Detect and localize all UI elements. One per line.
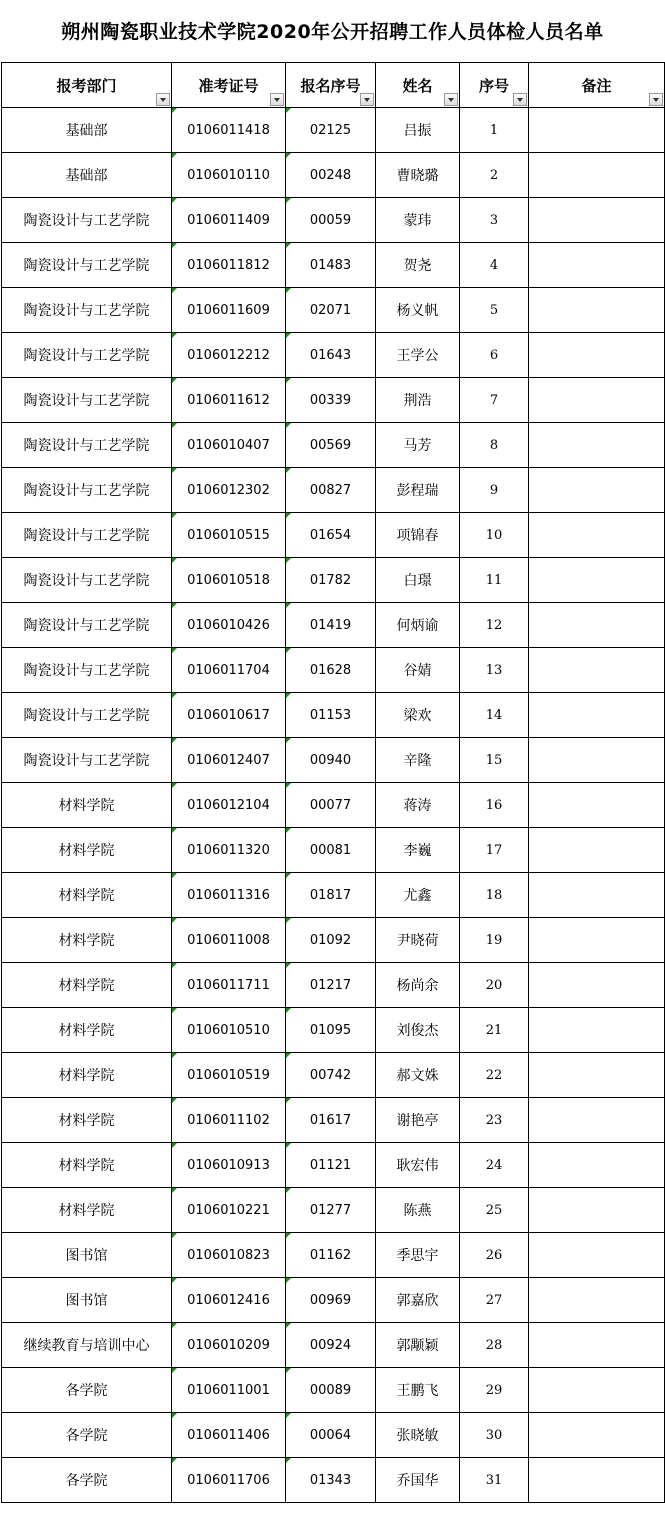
cell-department[interactable]: 陶瓷设计与工艺学院	[2, 468, 172, 513]
cell-registration-number[interactable]: 00940	[286, 738, 376, 783]
cell-exam-number[interactable]: 0106011320	[172, 828, 286, 873]
candidate-table	[1, 62, 665, 1503]
cell-registration-number[interactable]: 00969	[286, 1278, 376, 1323]
cell-remarks[interactable]	[529, 1008, 665, 1053]
filter-dropdown-icon[interactable]	[444, 93, 458, 106]
cell-exam-number[interactable]: 0106010617	[172, 693, 286, 738]
cell-registration-number[interactable]: 00059	[286, 198, 376, 243]
table-row	[2, 558, 665, 603]
filter-dropdown-icon[interactable]	[360, 93, 374, 106]
column-header-exam-number	[172, 63, 286, 108]
cell-registration-number[interactable]: 01654	[286, 513, 376, 558]
cell-department[interactable]: 材料学院	[2, 1098, 172, 1143]
cell-registration-number[interactable]: 01095	[286, 1008, 376, 1053]
table-row	[2, 828, 665, 873]
cell-department[interactable]: 各学院	[2, 1368, 172, 1413]
cell-sequence[interactable]: 17	[460, 828, 529, 873]
column-header-label: 准考证号	[198, 76, 259, 95]
cell-registration-number[interactable]: 01343	[286, 1458, 376, 1503]
cell-name[interactable]: 李巍	[376, 828, 460, 873]
cell-name[interactable]: 郝文姝	[376, 1053, 460, 1098]
cell-name[interactable]: 梁欢	[376, 693, 460, 738]
cell-registration-number[interactable]: 01483	[286, 243, 376, 288]
cell-sequence[interactable]: 14	[460, 693, 529, 738]
cell-exam-number[interactable]: 0106010515	[172, 513, 286, 558]
table-row	[2, 423, 665, 468]
cell-name[interactable]: 郭嘉欣	[376, 1278, 460, 1323]
filter-dropdown-icon[interactable]	[270, 93, 284, 106]
table-row	[2, 1008, 665, 1053]
cell-sequence[interactable]: 29	[460, 1368, 529, 1413]
cell-name[interactable]: 何炳谕	[376, 603, 460, 648]
table-row	[2, 963, 665, 1008]
cell-department[interactable]: 材料学院	[2, 918, 172, 963]
cell-name[interactable]: 曹晓璐	[376, 153, 460, 198]
cell-registration-number[interactable]: 01817	[286, 873, 376, 918]
cell-department[interactable]: 材料学院	[2, 873, 172, 918]
column-header-department	[2, 63, 172, 108]
cell-registration-number[interactable]: 00064	[286, 1413, 376, 1458]
cell-sequence[interactable]: 30	[460, 1413, 529, 1458]
cell-department[interactable]: 陶瓷设计与工艺学院	[2, 558, 172, 603]
cell-sequence[interactable]: 31	[460, 1458, 529, 1503]
table-row	[2, 1368, 665, 1413]
cell-remarks[interactable]	[529, 198, 665, 243]
cell-remarks[interactable]	[529, 108, 665, 153]
cell-exam-number[interactable]: 0106011612	[172, 378, 286, 423]
cell-sequence[interactable]: 24	[460, 1143, 529, 1188]
cell-sequence[interactable]: 13	[460, 648, 529, 693]
column-header-label: 备注	[581, 76, 612, 95]
table-row	[2, 1323, 665, 1368]
cell-sequence[interactable]: 8	[460, 423, 529, 468]
cell-sequence[interactable]: 20	[460, 963, 529, 1008]
cell-remarks[interactable]	[529, 558, 665, 603]
cell-sequence[interactable]: 9	[460, 468, 529, 513]
cell-department[interactable]: 材料学院	[2, 783, 172, 828]
filter-dropdown-icon[interactable]	[156, 93, 170, 106]
cell-name[interactable]: 马芳	[376, 423, 460, 468]
cell-sequence[interactable]: 21	[460, 1008, 529, 1053]
cell-remarks[interactable]	[529, 288, 665, 333]
cell-department[interactable]: 陶瓷设计与工艺学院	[2, 288, 172, 333]
cell-exam-number[interactable]: 0106011706	[172, 1458, 286, 1503]
cell-department[interactable]: 陶瓷设计与工艺学院	[2, 603, 172, 648]
cell-name[interactable]: 耿宏伟	[376, 1143, 460, 1188]
cell-remarks[interactable]	[529, 1098, 665, 1143]
cell-sequence[interactable]: 27	[460, 1278, 529, 1323]
table-row	[2, 1098, 665, 1143]
table-row	[2, 1053, 665, 1098]
cell-exam-number[interactable]: 0106010519	[172, 1053, 286, 1098]
cell-exam-number[interactable]: 0106011008	[172, 918, 286, 963]
column-header-sequence	[460, 63, 529, 108]
cell-department[interactable]: 基础部	[2, 108, 172, 153]
column-header-registration-number	[286, 63, 376, 108]
cell-remarks[interactable]	[529, 1368, 665, 1413]
cell-exam-number[interactable]: 0106010110	[172, 153, 286, 198]
cell-department[interactable]: 陶瓷设计与工艺学院	[2, 243, 172, 288]
cell-sequence[interactable]: 25	[460, 1188, 529, 1233]
cell-exam-number[interactable]: 0106012302	[172, 468, 286, 513]
cell-remarks[interactable]	[529, 1143, 665, 1188]
cell-registration-number[interactable]: 00077	[286, 783, 376, 828]
cell-registration-number[interactable]: 01782	[286, 558, 376, 603]
cell-registration-number[interactable]: 02071	[286, 288, 376, 333]
column-header-label: 姓名	[402, 76, 433, 95]
cell-registration-number[interactable]: 01628	[286, 648, 376, 693]
cell-name[interactable]: 杨义帆	[376, 288, 460, 333]
cell-exam-number[interactable]: 0106010221	[172, 1188, 286, 1233]
cell-registration-number[interactable]: 00339	[286, 378, 376, 423]
cell-remarks[interactable]	[529, 648, 665, 693]
cell-sequence[interactable]: 19	[460, 918, 529, 963]
cell-sequence[interactable]: 6	[460, 333, 529, 378]
table-row	[2, 1233, 665, 1278]
cell-remarks[interactable]	[529, 153, 665, 198]
cell-registration-number[interactable]: 01162	[286, 1233, 376, 1278]
table-row	[2, 1188, 665, 1233]
cell-registration-number[interactable]: 02125	[286, 108, 376, 153]
document-title: 朔州陶瓷职业技术学院2020年公开招聘工作人员体检人员名单	[61, 21, 604, 43]
cell-name[interactable]: 吕振	[376, 108, 460, 153]
cell-remarks[interactable]	[529, 963, 665, 1008]
cell-department[interactable]: 陶瓷设计与工艺学院	[2, 693, 172, 738]
cell-sequence[interactable]: 26	[460, 1233, 529, 1278]
cell-sequence[interactable]: 22	[460, 1053, 529, 1098]
cell-remarks[interactable]	[529, 603, 665, 648]
cell-department[interactable]: 各学院	[2, 1413, 172, 1458]
cell-registration-number[interactable]: 01277	[286, 1188, 376, 1233]
cell-name[interactable]: 辛隆	[376, 738, 460, 783]
cell-sequence[interactable]: 11	[460, 558, 529, 603]
header-row	[2, 63, 665, 108]
cell-exam-number[interactable]: 0106010407	[172, 423, 286, 468]
cell-remarks[interactable]	[529, 1278, 665, 1323]
table-row	[2, 1458, 665, 1503]
cell-exam-number[interactable]: 0106010426	[172, 603, 286, 648]
table-row	[2, 468, 665, 513]
table-row	[2, 738, 665, 783]
cell-name[interactable]: 贺尧	[376, 243, 460, 288]
cell-remarks[interactable]	[529, 1323, 665, 1368]
cell-exam-number[interactable]: 0106011711	[172, 963, 286, 1008]
cell-exam-number[interactable]: 0106011704	[172, 648, 286, 693]
cell-exam-number[interactable]: 0106010209	[172, 1323, 286, 1368]
table-row	[2, 513, 665, 558]
table-row	[2, 873, 665, 918]
cell-exam-number[interactable]: 0106012104	[172, 783, 286, 828]
cell-remarks[interactable]	[529, 1233, 665, 1278]
cell-sequence[interactable]: 15	[460, 738, 529, 783]
filter-dropdown-icon[interactable]	[649, 93, 663, 106]
cell-sequence[interactable]: 5	[460, 288, 529, 333]
cell-name[interactable]: 谢艳亭	[376, 1098, 460, 1143]
cell-remarks[interactable]	[529, 1053, 665, 1098]
cell-department[interactable]: 陶瓷设计与工艺学院	[2, 423, 172, 468]
cell-name[interactable]: 蒙玮	[376, 198, 460, 243]
cell-department[interactable]: 陶瓷设计与工艺学院	[2, 378, 172, 423]
cell-sequence[interactable]: 28	[460, 1323, 529, 1368]
cell-exam-number[interactable]: 0106010823	[172, 1233, 286, 1278]
table-row	[2, 603, 665, 648]
cell-name[interactable]: 彭程瑞	[376, 468, 460, 513]
cell-name[interactable]: 乔国华	[376, 1458, 460, 1503]
cell-department[interactable]: 材料学院	[2, 1053, 172, 1098]
column-header-label: 报名序号	[300, 76, 361, 95]
cell-name[interactable]: 蒋涛	[376, 783, 460, 828]
cell-department[interactable]: 陶瓷设计与工艺学院	[2, 513, 172, 558]
cell-name[interactable]: 白璟	[376, 558, 460, 603]
cell-remarks[interactable]	[529, 738, 665, 783]
cell-registration-number[interactable]: 01419	[286, 603, 376, 648]
column-header-name	[376, 63, 460, 108]
cell-exam-number[interactable]: 0106012407	[172, 738, 286, 783]
cell-department[interactable]: 图书馆	[2, 1233, 172, 1278]
cell-exam-number[interactable]: 0106010518	[172, 558, 286, 603]
column-header-label: 序号	[478, 76, 509, 95]
cell-sequence[interactable]: 12	[460, 603, 529, 648]
cell-name[interactable]: 荆浩	[376, 378, 460, 423]
cell-sequence[interactable]: 1	[460, 108, 529, 153]
cell-remarks[interactable]	[529, 423, 665, 468]
cell-name[interactable]: 郭颙颖	[376, 1323, 460, 1368]
cell-exam-number[interactable]: 0106011609	[172, 288, 286, 333]
table-row	[2, 783, 665, 828]
cell-exam-number[interactable]: 0106010510	[172, 1008, 286, 1053]
cell-name[interactable]: 谷婧	[376, 648, 460, 693]
cell-name[interactable]: 张晓敏	[376, 1413, 460, 1458]
cell-exam-number[interactable]: 0106012416	[172, 1278, 286, 1323]
cell-exam-number[interactable]: 0106010913	[172, 1143, 286, 1188]
cell-name[interactable]: 王学公	[376, 333, 460, 378]
cell-sequence[interactable]: 18	[460, 873, 529, 918]
cell-registration-number[interactable]: 01217	[286, 963, 376, 1008]
cell-name[interactable]: 季思宇	[376, 1233, 460, 1278]
table-row	[2, 108, 665, 153]
cell-registration-number[interactable]: 00081	[286, 828, 376, 873]
table-row	[2, 243, 665, 288]
column-header-remarks	[529, 63, 665, 108]
cell-name[interactable]: 陈燕	[376, 1188, 460, 1233]
cell-registration-number[interactable]: 01153	[286, 693, 376, 738]
cell-sequence[interactable]: 2	[460, 153, 529, 198]
cell-registration-number[interactable]: 00827	[286, 468, 376, 513]
column-header-label: 报考部门	[56, 76, 117, 95]
table-row	[2, 333, 665, 378]
cell-remarks[interactable]	[529, 333, 665, 378]
cell-sequence[interactable]: 4	[460, 243, 529, 288]
cell-remarks[interactable]	[529, 1413, 665, 1458]
cell-remarks[interactable]	[529, 828, 665, 873]
cell-registration-number[interactable]: 00569	[286, 423, 376, 468]
cell-exam-number[interactable]: 0106011316	[172, 873, 286, 918]
table-row	[2, 1143, 665, 1188]
cell-sequence[interactable]: 16	[460, 783, 529, 828]
cell-name[interactable]: 杨尚余	[376, 963, 460, 1008]
cell-remarks[interactable]	[529, 783, 665, 828]
cell-registration-number[interactable]: 00089	[286, 1368, 376, 1413]
cell-sequence[interactable]: 3	[460, 198, 529, 243]
cell-department[interactable]: 陶瓷设计与工艺学院	[2, 198, 172, 243]
cell-department[interactable]: 材料学院	[2, 1143, 172, 1188]
table-row	[2, 1413, 665, 1458]
table-row	[2, 918, 665, 963]
cell-department[interactable]: 基础部	[2, 153, 172, 198]
cell-name[interactable]: 尤鑫	[376, 873, 460, 918]
cell-exam-number[interactable]: 0106011406	[172, 1413, 286, 1458]
cell-department[interactable]: 陶瓷设计与工艺学院	[2, 333, 172, 378]
cell-name[interactable]: 王鹏飞	[376, 1368, 460, 1413]
table-row	[2, 153, 665, 198]
table-row	[2, 198, 665, 243]
cell-sequence[interactable]: 23	[460, 1098, 529, 1143]
cell-sequence[interactable]: 10	[460, 513, 529, 558]
cell-exam-number[interactable]: 0106011409	[172, 198, 286, 243]
table-row	[2, 1278, 665, 1323]
cell-department[interactable]: 材料学院	[2, 963, 172, 1008]
cell-exam-number[interactable]: 0106011001	[172, 1368, 286, 1413]
cell-name[interactable]: 项锦春	[376, 513, 460, 558]
cell-exam-number[interactable]: 0106011418	[172, 108, 286, 153]
cell-remarks[interactable]	[529, 468, 665, 513]
cell-registration-number[interactable]: 01617	[286, 1098, 376, 1143]
table-row	[2, 693, 665, 738]
cell-registration-number[interactable]: 01643	[286, 333, 376, 378]
cell-department[interactable]: 陶瓷设计与工艺学院	[2, 738, 172, 783]
cell-department[interactable]: 继续教育与培训中心	[2, 1323, 172, 1368]
cell-department[interactable]: 材料学院	[2, 828, 172, 873]
cell-department[interactable]: 材料学院	[2, 1188, 172, 1233]
cell-remarks[interactable]	[529, 378, 665, 423]
cell-exam-number[interactable]: 0106011102	[172, 1098, 286, 1143]
cell-remarks[interactable]	[529, 693, 665, 738]
cell-remarks[interactable]	[529, 918, 665, 963]
table-row	[2, 648, 665, 693]
cell-registration-number[interactable]: 00248	[286, 153, 376, 198]
table-row	[2, 288, 665, 333]
cell-remarks[interactable]	[529, 1458, 665, 1503]
cell-department[interactable]: 各学院	[2, 1458, 172, 1503]
cell-remarks[interactable]	[529, 873, 665, 918]
cell-sequence[interactable]: 7	[460, 378, 529, 423]
cell-remarks[interactable]	[529, 513, 665, 558]
cell-registration-number[interactable]: 01121	[286, 1143, 376, 1188]
cell-department[interactable]: 图书馆	[2, 1278, 172, 1323]
cell-department[interactable]: 材料学院	[2, 1008, 172, 1053]
cell-department[interactable]: 陶瓷设计与工艺学院	[2, 648, 172, 693]
cell-exam-number[interactable]: 0106012212	[172, 333, 286, 378]
cell-name[interactable]: 尹晓荷	[376, 918, 460, 963]
cell-registration-number[interactable]: 01092	[286, 918, 376, 963]
cell-exam-number[interactable]: 0106011812	[172, 243, 286, 288]
table-row	[2, 378, 665, 423]
cell-registration-number[interactable]: 00924	[286, 1323, 376, 1368]
filter-dropdown-icon[interactable]	[513, 93, 527, 106]
cell-remarks[interactable]	[529, 243, 665, 288]
cell-name[interactable]: 刘俊杰	[376, 1008, 460, 1053]
cell-registration-number[interactable]: 00742	[286, 1053, 376, 1098]
cell-remarks[interactable]	[529, 1188, 665, 1233]
